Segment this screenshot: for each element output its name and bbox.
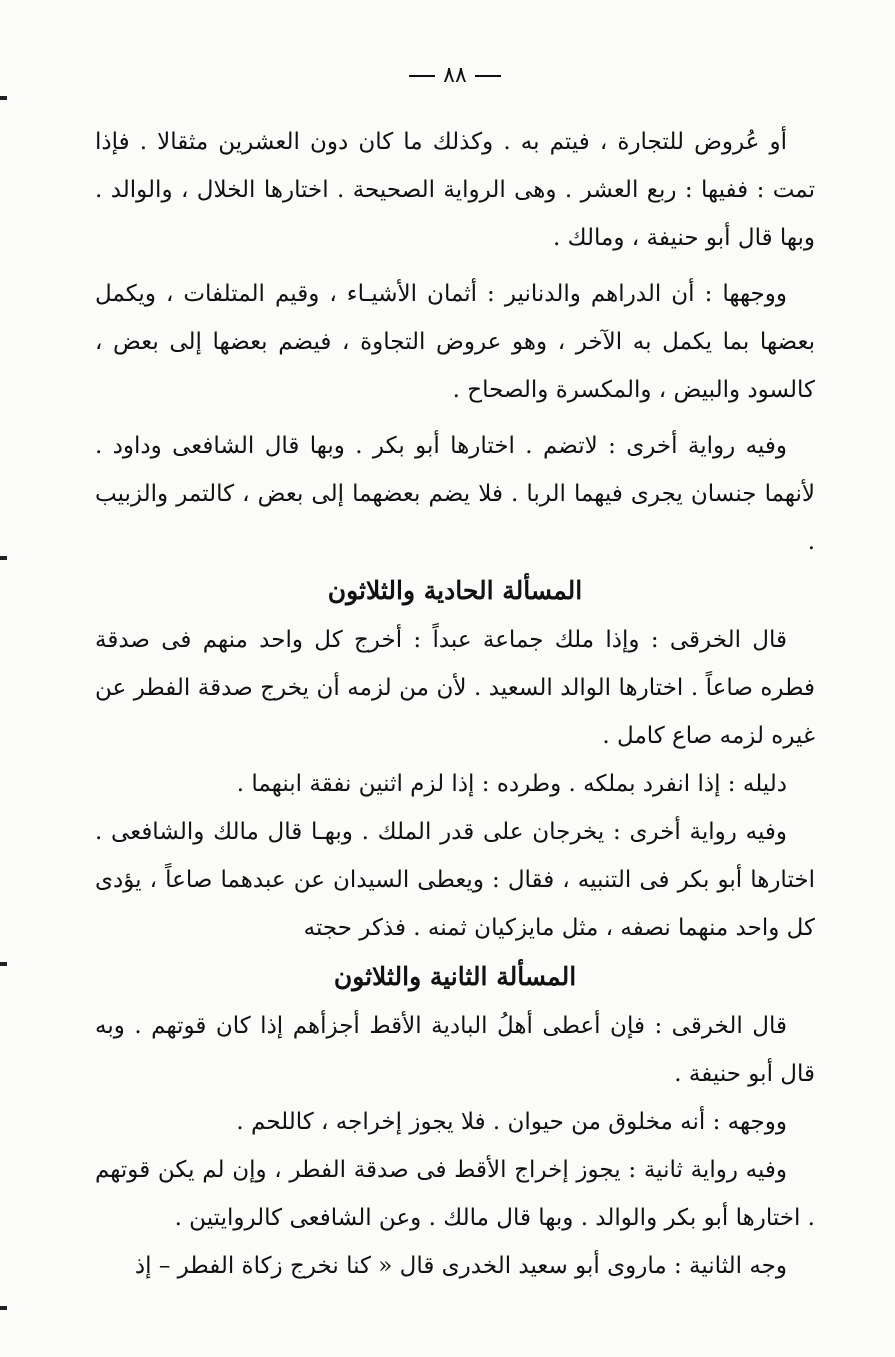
paragraph: ووجهها : أن الدراهم والدنانير : أثمان الأشيـاء ، وقيم المتلفات ، ويكمل بعضها بما يكمل به الآخر ، وهو عروض التجاوة ، فيضم بعضها إلى بعض ، كالسود والبيض ، والمكسرة والصحاح .	[95, 281, 815, 403]
page-edge-mark	[0, 96, 7, 100]
page-number-text: ٨٨	[443, 63, 467, 88]
paragraph: قال الخرقى : وإذا ملك جماعة عبداً : أخرج كل واحد منهم فى صدقة فطره صاعاً . اختارها الوالد السعيد . لأن من لزمه أن يخرج صدقة الفطر عن غيره لزمه صاع كامل .	[95, 627, 815, 749]
paragraph: دليله : إذا انفرد بملكه . وطرده : إذا لزم اثنين نفقة ابنهما .	[236, 771, 787, 797]
paragraph: وفيه رواية أخرى : لاتضم . اختارها أبو بكر . وبها قال الشافعى وداود . لأنهما جنسان يجرى فيهما الربا . فلا يضم بعضهما إلى بعض ، كالتمر والزبيب .	[95, 433, 815, 555]
paragraph: وجه الثانية : ماروى أبو سعيد الخدرى قال « كنا نخرج زكاة الفطر – إذ	[134, 1253, 787, 1279]
page-edge-mark	[0, 1306, 7, 1310]
section-heading: المسألة الحادية والثلاثون	[327, 576, 583, 605]
paragraph: أو عُروض للتجارة ، فيتم به . وكذلك ما كان دون العشرين مثقالا . فإذا تمت : ففيها : ربع العشر . وهى الرواية الصحيحة . اختارها الخلال ، والوالد . وبها قال أبو حنيفة ، ومالك .	[95, 129, 815, 251]
paragraph: قال الخرقى : فإن أعطى أهلُ البادية الأقط أجزأهم إذا كان قوتهم . وبه قال أبو حنيفة .	[95, 1013, 815, 1087]
page-edge-mark	[0, 962, 7, 966]
paragraph: ووجهه : أنه مخلوق من حيوان . فلا يجوز إخراجه ، كاللحم .	[236, 1109, 787, 1135]
book-page	[95, 55, 815, 1290]
paragraph: وفيه رواية أخرى : يخرجان على قدر الملك . وبهـا قال مالك والشافعى . اختارها أبو بكر فى التنبيه ، فقال : ويعطى السيدان عن عبدهما صاعاً ، يؤدى كل واحد منهما نصفه ، مثل مايزكيان ثمنه . فذكر حجته	[95, 819, 815, 941]
section-heading: المسألة الثانية والثلاثون	[333, 962, 577, 991]
paragraph: وفيه رواية ثانية : يجوز إخراج الأقط فى صدقة الفطر ، وإن لم يكن قوتهم . اختارها أبو بكر والوالد . وبها قال مالك . وعن الشافعى كالروايتين .	[95, 1157, 815, 1231]
page-number	[95, 63, 815, 88]
page-edge-mark	[0, 556, 7, 560]
